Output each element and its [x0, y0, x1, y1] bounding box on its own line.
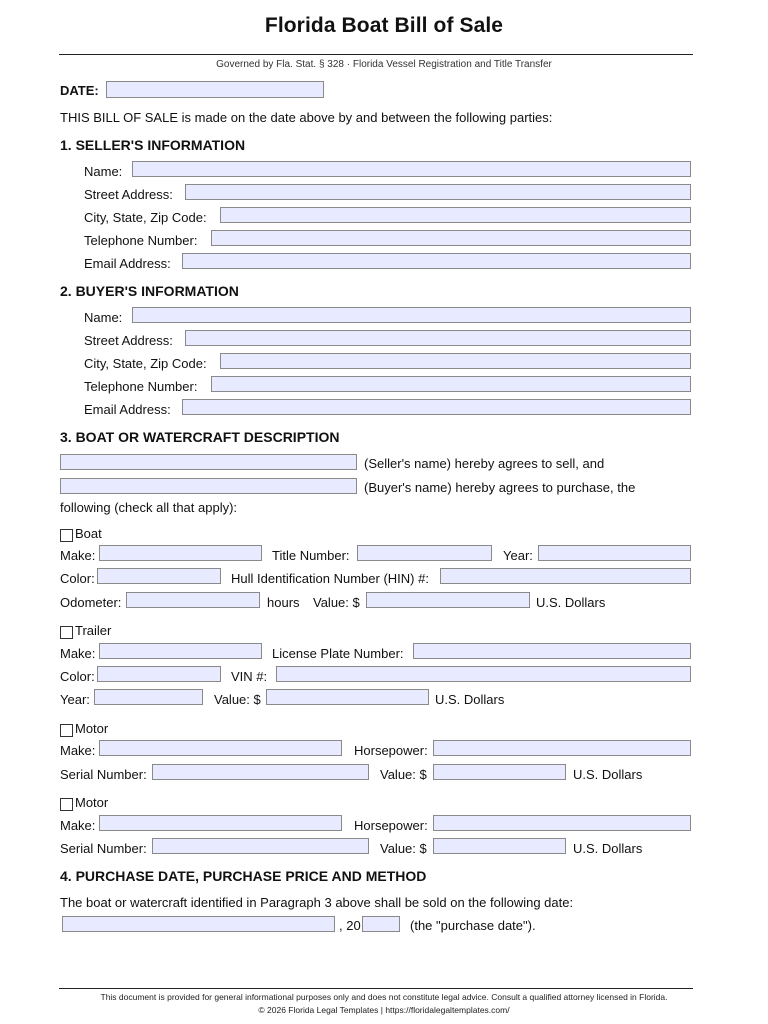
boat-hours-label: hours: [267, 595, 300, 610]
intro-text: THIS BILL OF SALE is made on the date above by and between the following parties:: [60, 110, 553, 125]
trailer-make-label: Make:: [60, 646, 96, 661]
buyer-phone-field[interactable]: [211, 376, 691, 392]
boat-hin-label: Hull Identification Number (HIN) #:: [231, 571, 429, 586]
boat-checkbox[interactable]: [60, 529, 73, 542]
seller-agrees-name-field[interactable]: [60, 454, 357, 470]
buyer-name-field[interactable]: [132, 307, 691, 323]
trailer-color-field[interactable]: [97, 666, 221, 682]
trailer-checkbox[interactable]: [60, 626, 73, 639]
date-label: DATE:: [60, 83, 99, 98]
trailer-vin-label: VIN #:: [231, 669, 268, 684]
boat-label: Boat: [75, 526, 102, 541]
seller-email-field[interactable]: [182, 253, 691, 269]
footer-divider: [59, 988, 693, 989]
trailer-label: Trailer: [75, 623, 112, 638]
seller-phone-field[interactable]: [211, 230, 691, 246]
seller-name-field[interactable]: [132, 161, 691, 177]
purchase-section-heading: 4. PURCHASE DATE, PURCHASE PRICE AND METHOD: [60, 868, 427, 884]
seller-name-label: Name:: [84, 164, 123, 179]
motor-1-usd-label: U.S. Dollars: [573, 767, 643, 782]
buyer-city-field[interactable]: [220, 353, 691, 369]
motor-2-usd-label: U.S. Dollars: [573, 841, 643, 856]
boat-hin-field[interactable]: [440, 568, 691, 584]
motor-1-hp-field[interactable]: [433, 740, 691, 756]
motor-2-make-label: Make:: [60, 818, 96, 833]
boat-color-field[interactable]: [97, 568, 221, 584]
date-field[interactable]: [106, 81, 324, 98]
motor-1-make-label: Make:: [60, 743, 96, 758]
buyer-email-label: Email Address:: [84, 402, 171, 417]
motor-2-serial-field[interactable]: [152, 838, 369, 854]
trailer-license-label: License Plate Number:: [272, 646, 404, 661]
motor-2-serial-label: Serial Number:: [60, 841, 147, 856]
boat-make-field[interactable]: [99, 545, 262, 561]
seller-section-heading: 1. SELLER'S INFORMATION: [60, 137, 246, 153]
trailer-year-field[interactable]: [94, 689, 203, 705]
document-title: Florida Boat Bill of Sale: [264, 14, 504, 37]
boat-odometer-field[interactable]: [126, 592, 260, 608]
motor-2-checkbox[interactable]: [60, 798, 73, 811]
boat-value-label: Value: $: [313, 595, 360, 610]
boat-year-label: Year:: [503, 548, 533, 563]
buyer-city-label: City, State, Zip Code:: [84, 356, 207, 371]
seller-email-label: Email Address:: [84, 256, 171, 271]
purchase-date-field[interactable]: [62, 916, 335, 932]
footer-copyright: © 2026 Florida Legal Templates | https://floridalegaltemplates.com/: [258, 1005, 510, 1015]
buyer-name-label: Name:: [84, 310, 123, 325]
seller-agrees-text: (Seller's name) hereby agrees to sell, and: [364, 456, 605, 471]
boat-value-field[interactable]: [366, 592, 530, 608]
trailer-usd-label: U.S. Dollars: [435, 692, 505, 707]
seller-street-field[interactable]: [185, 184, 691, 200]
footer-disclaimer: This document is provided for general informational purposes only and does not constitute legal advice. Consult a qualified attorney licensed in Florida.: [100, 992, 668, 1002]
motor-2-make-field[interactable]: [99, 815, 342, 831]
seller-city-field[interactable]: [220, 207, 691, 223]
motor-1-serial-label: Serial Number:: [60, 767, 147, 782]
trailer-value-label: Value: $: [214, 692, 261, 707]
buyer-section-heading: 2. BUYER'S INFORMATION: [60, 283, 239, 299]
trailer-license-field[interactable]: [413, 643, 691, 659]
motor-2-hp-label: Horsepower:: [354, 818, 428, 833]
motor-1-value-field[interactable]: [433, 764, 566, 780]
buyer-agrees-text: (Buyer's name) hereby agrees to purchase, the: [364, 480, 636, 495]
purchase-year-prefix: , 20: [339, 918, 361, 933]
purchase-date-text: The boat or watercraft identified in Paragraph 3 above shall be sold on the following date:: [60, 895, 574, 910]
title-divider: [59, 54, 693, 55]
description-section-heading: 3. BOAT OR WATERCRAFT DESCRIPTION: [60, 429, 340, 445]
trailer-make-field[interactable]: [99, 643, 262, 659]
motor-2-value-field[interactable]: [433, 838, 566, 854]
boat-usd-label: U.S. Dollars: [536, 595, 606, 610]
boat-title-number-field[interactable]: [357, 545, 492, 561]
motor-2-value-label: Value: $: [380, 841, 427, 856]
purchase-year-field[interactable]: [362, 916, 400, 932]
motor-1-serial-field[interactable]: [152, 764, 369, 780]
buyer-street-label: Street Address:: [84, 333, 173, 348]
trailer-vin-field[interactable]: [276, 666, 691, 682]
buyer-street-field[interactable]: [185, 330, 691, 346]
following-text: following (check all that apply):: [60, 500, 238, 515]
boat-year-field[interactable]: [538, 545, 691, 561]
motor-1-hp-label: Horsepower:: [354, 743, 428, 758]
trailer-color-label: Color:: [60, 669, 95, 684]
seller-street-label: Street Address:: [84, 187, 173, 202]
boat-make-label: Make:: [60, 548, 96, 563]
boat-title-number-label: Title Number:: [272, 548, 350, 563]
trailer-year-label: Year:: [60, 692, 90, 707]
document-subtitle: Governed by Fla. Stat. § 328 · Florida Vessel Registration and Title Transfer: [216, 59, 552, 70]
seller-phone-label: Telephone Number:: [84, 233, 198, 248]
motor-1-make-field[interactable]: [99, 740, 342, 756]
boat-odometer-label: Odometer:: [60, 595, 122, 610]
motor-2-hp-field[interactable]: [433, 815, 691, 831]
buyer-phone-label: Telephone Number:: [84, 379, 198, 394]
purchase-date-suffix: (the "purchase date").: [410, 918, 536, 933]
seller-city-label: City, State, Zip Code:: [84, 210, 207, 225]
motor-1-checkbox[interactable]: [60, 724, 73, 737]
trailer-value-field[interactable]: [266, 689, 429, 705]
buyer-email-field[interactable]: [182, 399, 691, 415]
buyer-agrees-name-field[interactable]: [60, 478, 357, 494]
motor-1-label: Motor: [75, 721, 109, 736]
motor-1-value-label: Value: $: [380, 767, 427, 782]
boat-color-label: Color:: [60, 571, 95, 586]
motor-2-label: Motor: [75, 795, 109, 810]
